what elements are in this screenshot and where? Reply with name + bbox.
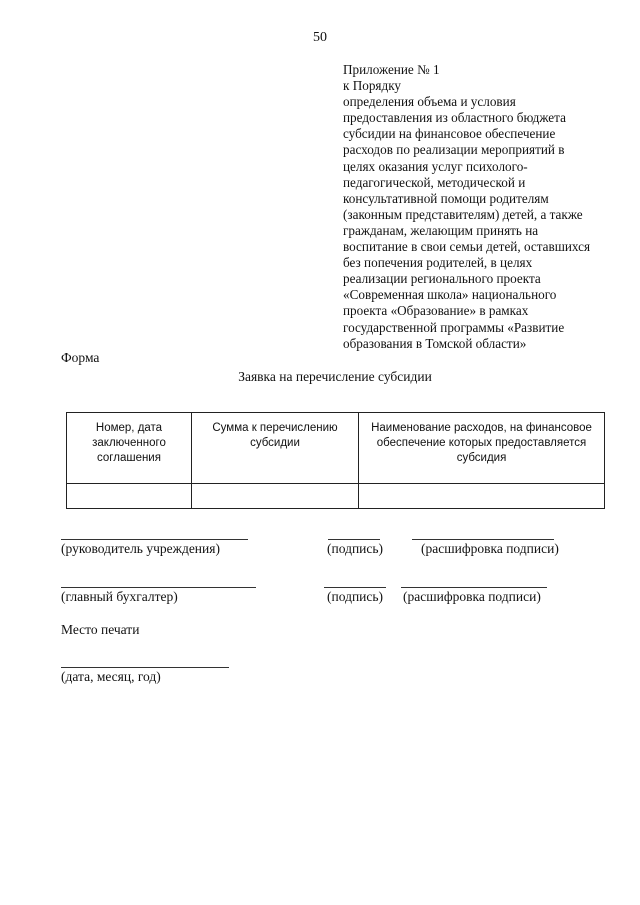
date-line [61,667,229,668]
appendix-line: к Порядку [343,78,402,94]
appendix-line: воспитание в свои семьи детей, оставшихся [343,239,591,255]
header-agreement-number-date: Номер, дата заключенного соглашения [67,413,192,484]
appendix-line: реализации регионального проекта [343,271,541,287]
appendix-line: предоставления из областного бюджета [343,110,566,126]
table-cell[interactable] [192,484,359,509]
accountant-caption: (главный бухгалтер) [61,589,178,604]
form-label: Форма [61,350,100,365]
table-row [67,484,605,509]
appendix-line: целях оказания услуг психолого- [343,158,528,174]
table-cell[interactable] [67,484,192,509]
appendix-line: Приложение № 1 [343,62,440,77]
page-number: 50 [313,30,327,45]
head-sign-caption: (подпись) [327,541,384,556]
document-title: Заявка на перечисление субсидии [238,369,432,384]
appendix-line: (законным представителям) детей, а также [343,206,583,222]
appendix-line: «Современная школа» национального [343,287,557,303]
appendix-line: расходов по реализации мероприятий в [343,142,565,158]
appendix-header [343,62,613,352]
header-transfer-amount: Сумма к перечислению субсидии [192,413,359,484]
head-name-line [61,539,248,540]
accountant-name-line [61,587,256,588]
subsidy-request-table [66,412,605,509]
table-header-row [67,413,605,484]
accountant-decode-caption: (расшифровка подписи) [403,589,541,604]
appendix-line: определения объема и условия [343,94,516,110]
appendix-line: гражданам, желающим принять на [343,222,539,238]
head-decode-line [412,539,554,540]
head-caption: (руководитель учреждения) [61,541,220,556]
appendix-line: без попечения родителей, в целях [343,255,533,271]
head-decode-caption: (расшифровка подписи) [421,541,559,556]
appendix-line: педагогической, методической и [343,174,526,190]
accountant-signature-line [324,587,386,588]
appendix-line: консультативной помощи родителям [343,190,549,206]
appendix-line: проекта «Образование» в рамках [343,303,529,319]
accountant-decode-line [401,587,547,588]
date-caption: (дата, месяц, год) [61,669,161,684]
head-signature-line [328,539,380,540]
accountant-sign-caption: (подпись) [327,589,384,604]
header-expense-name: Наименование расходов, на финансовое обеспечение которых предоставляется субсидия [359,413,605,484]
appendix-line: образования в Томской области» [343,335,527,351]
appendix-line: субсидии на финансовое обеспечение [343,126,556,142]
table-cell[interactable] [359,484,605,509]
appendix-line: государственной программы «Развитие [343,319,565,335]
stamp-place: Место печати [61,622,140,637]
